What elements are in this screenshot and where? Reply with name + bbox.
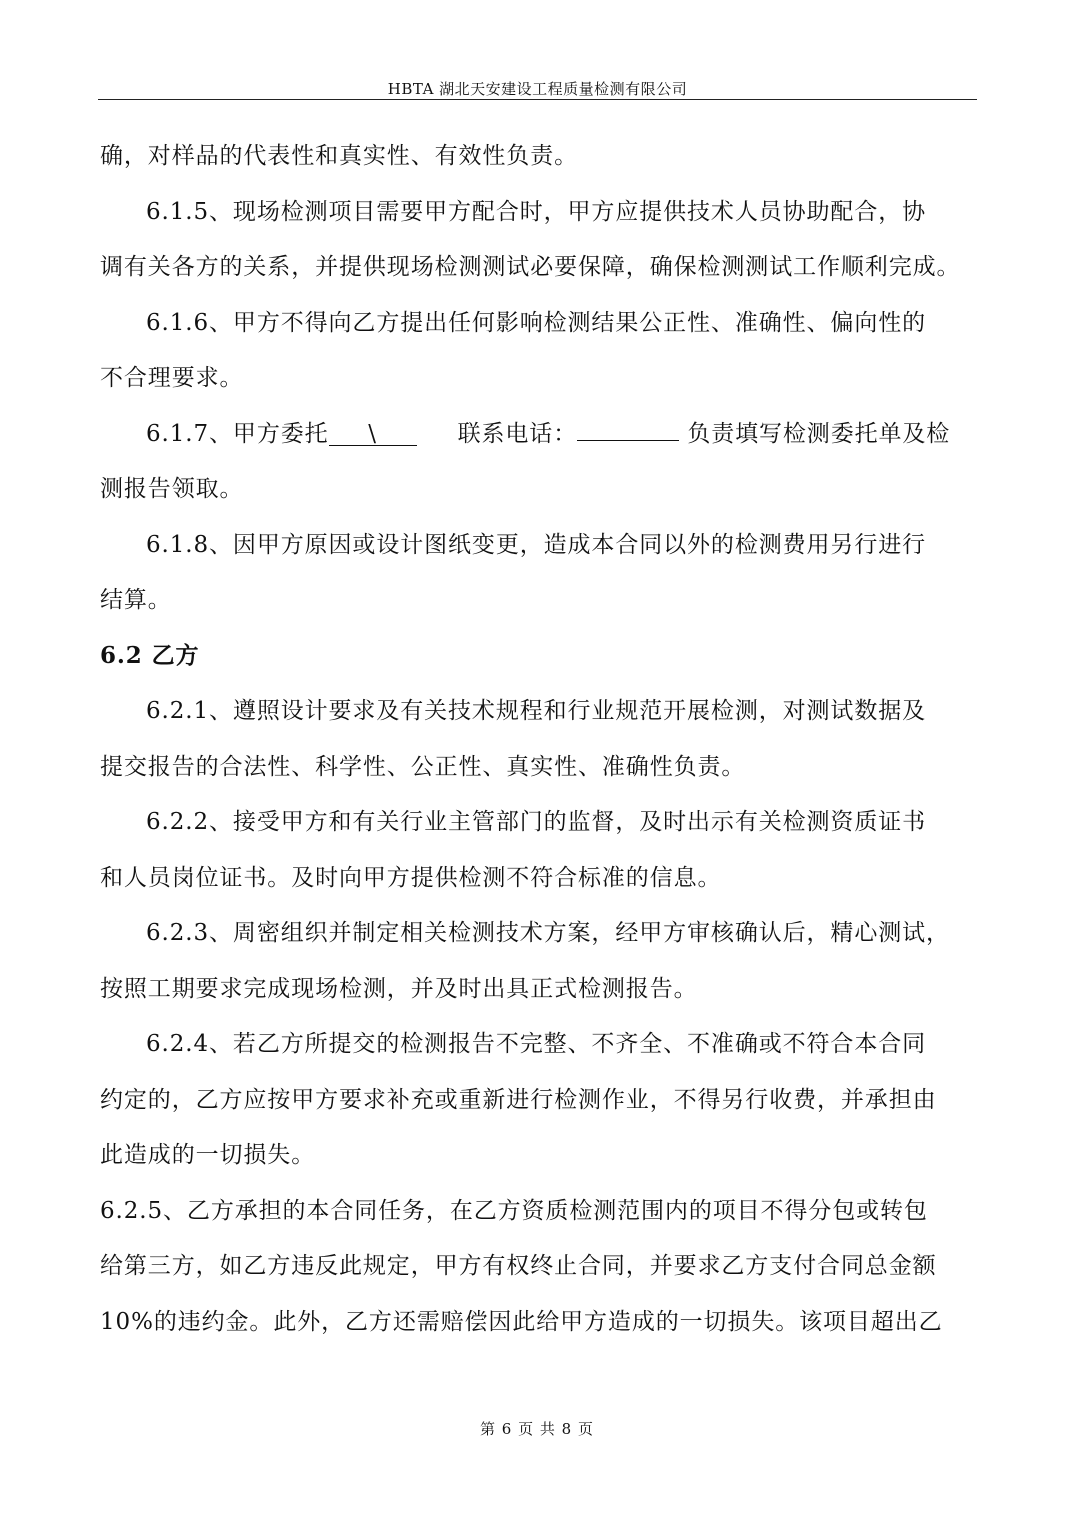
section-heading-6-2: 6.2 乙方	[100, 641, 200, 669]
clause-6-2-4: 6.2.4、若乙方所提交的检测报告不完整、不齐全、不准确或不符合本合同	[146, 1031, 927, 1057]
document-body	[100, 134, 977, 1355]
clause-6-2-3: 6.2.3、周密组织并制定相关检测技术方案，经甲方审核确认后，精心测试，	[146, 920, 950, 946]
text-line: 此造成的一切损失。	[100, 1142, 316, 1168]
clause-6-1-5: 6.1.5、现场检测项目需要甲方配合时，甲方应提供技术人员协助配合，协	[146, 198, 927, 225]
clause-6-2-2: 6.2.2、接受甲方和有关行业主管部门的监督，及时出示有关检测资质证书	[146, 809, 927, 835]
text-line: 给第三方，如乙方违反此规定，甲方有权终止合同，并要求乙方支付合同总金额	[100, 1253, 937, 1279]
text-line: 10%的违约金。此外，乙方还需赔偿因此给甲方造成的一切损失。该项目超出乙	[100, 1308, 943, 1335]
header-divider	[98, 99, 977, 100]
clause-6-1-7	[100, 412, 977, 468]
clause-6-2-1: 6.2.1、遵照设计要求及有关技术规程和行业规范开展检测，对测试数据及	[146, 698, 927, 724]
text-line: 调有关各方的关系，并提供现场检测测试必要保障，确保检测测试工作顺利完成。	[100, 254, 961, 280]
clause-6-2-5: 6.2.5、乙方承担的本合同任务，在乙方资质检测范围内的项目不得分包或转包	[100, 1197, 928, 1224]
text-line: 测报告领取。	[100, 476, 244, 502]
clause-6-1-7-tail: 负责填写检测委托单及检	[687, 420, 951, 447]
text-line: 确，对样品的代表性和真实性、有效性负责。	[100, 143, 578, 169]
text-line: 按照工期要求完成现场检测，并及时出具正式检测报告。	[100, 975, 698, 1002]
text-line: 结算。	[100, 587, 172, 613]
text-line: 不合理要求。	[100, 365, 244, 391]
text-line: 约定的，乙方应按甲方要求补充或重新进行检测作业，不得另行收费，并承担由	[100, 1086, 937, 1113]
clause-6-1-8: 6.1.8、因甲方原因或设计图纸变更，造成本合同以外的检测费用另行进行	[146, 531, 927, 558]
text-line: 和人员岗位证书。及时向甲方提供检测不符合标准的信息。	[100, 864, 722, 891]
phone-label: 联系电话：	[457, 420, 578, 447]
page-header: HBTA 湖北天安建设工程质量检测有限公司	[387, 80, 688, 98]
clause-6-1-6: 6.1.6、甲方不得向乙方提出任何影响检测结果公正性、准确性、偏向性的	[146, 309, 927, 336]
clause-6-1-7-lead: 6.1.7、甲方委托	[146, 420, 329, 447]
phone-blank	[577, 440, 679, 441]
page-number: 第 6 页 共 8 页	[480, 1420, 594, 1438]
client-delegate-blank: \	[329, 423, 417, 446]
text-line: 提交报告的合法性、科学性、公正性、真实性、准确性负责。	[100, 753, 746, 780]
